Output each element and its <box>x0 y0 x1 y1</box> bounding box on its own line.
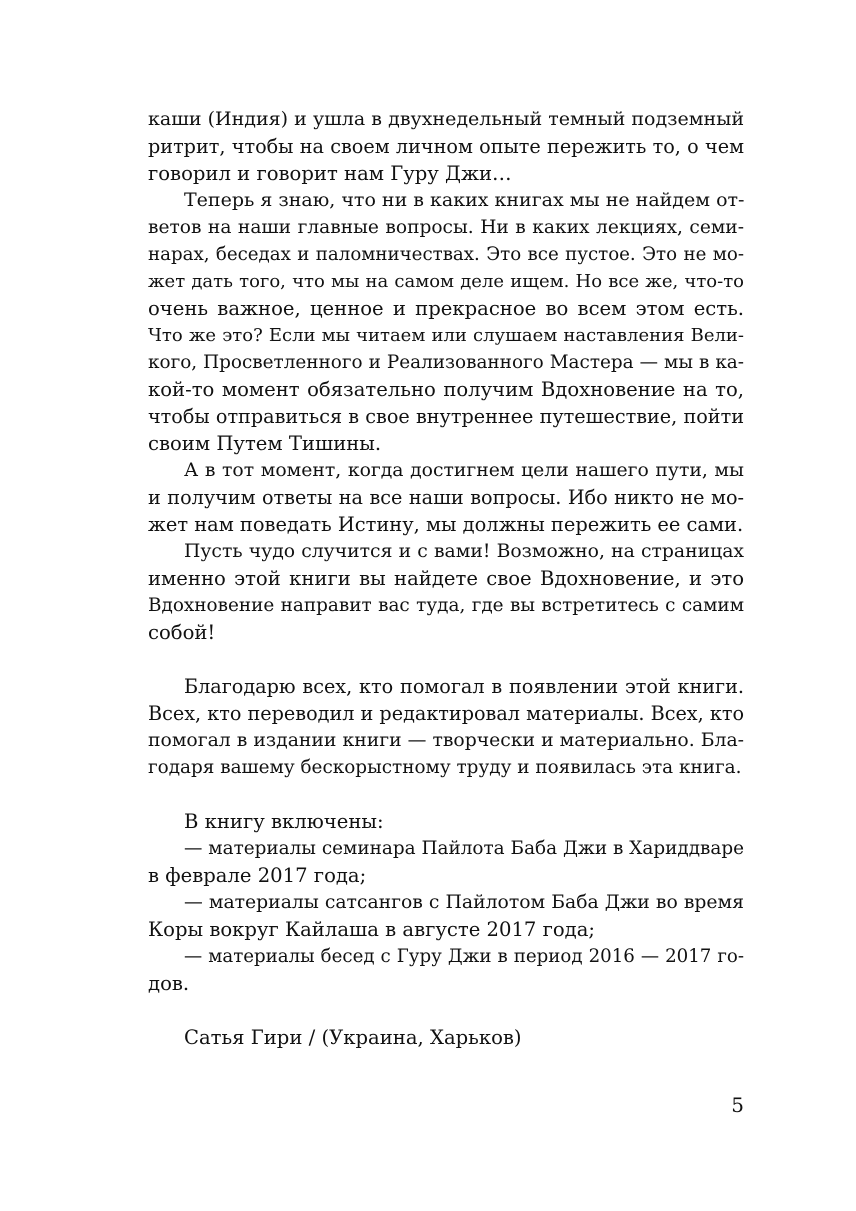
paragraph-gap <box>148 646 744 673</box>
page-number: 5 <box>731 1093 744 1117</box>
text-line: своим Путем Тишины. <box>148 432 382 455</box>
text-line: очень важное, ценное и прекрасное во всем этом есть. <box>148 297 744 320</box>
author-line: Сатья Гири / (Украина, Харьков) <box>184 1026 522 1049</box>
paragraph-retreat <box>148 106 744 187</box>
text-line: помогал в издании книги — творчески и материально. Бла- <box>148 730 744 751</box>
text-line: Теперь я знаю, что ни в каких книгах мы не найдем от- <box>184 189 745 211</box>
text-line: жет дать того, что мы на самом деле ищем. Но все же, что-то <box>148 271 744 292</box>
text-line: в феврале 2017 года; <box>148 864 367 887</box>
text-line: — материалы бесед с Гуру Джи в период 2016 — 2017 го- <box>184 946 744 967</box>
text-line: нарах, беседах и паломничествах. Это все пустое. Это не мо- <box>148 244 744 265</box>
text-line: Всех, кто переводил и редактировал материалы. Всех, кто <box>148 702 744 725</box>
text-line: А в тот момент, когда достигнем цели нашего пути, мы <box>184 460 744 481</box>
paragraph-miracle <box>148 538 744 646</box>
text-line: кого, Просветленного и Реализованного Мастера — мы в ка- <box>148 352 744 373</box>
author-signature <box>148 1024 744 1051</box>
paragraph-contents <box>148 808 744 997</box>
text-line: ритрит, чтобы на своем личном опыте пережить то, о чем <box>148 135 744 158</box>
page-text <box>148 106 744 1051</box>
paragraph-answers <box>148 187 744 457</box>
text-line: годаря вашему бескорыстному труду и появилась эта книга. <box>148 757 742 778</box>
text-line: жет нам поведать Истину, мы должны пережить ее сами. <box>148 513 744 536</box>
paragraph-truth <box>148 457 744 538</box>
text-line: — материалы семинара Пайлота Баба Джи в Хариддваре <box>184 838 744 859</box>
paragraph-gratitude <box>148 673 744 781</box>
text-line: Благодарю всех, кто помогал в появлении этой книги. <box>184 675 744 698</box>
paragraph-gap <box>148 781 744 808</box>
text-line: кой-то момент обязательно получим Вдохновение на то, <box>148 378 744 401</box>
text-line: каши (Индия) и ушла в двухнедельный темный подземный <box>148 108 744 130</box>
text-line: чтобы отправиться в свое внутреннее путешествие, пойти <box>148 405 744 428</box>
text-line: — материалы сатсангов с Пайлотом Баба Джи во время <box>184 892 744 913</box>
text-line: Вдохновение направит вас туда, где вы встретитесь с самим <box>148 595 744 616</box>
text-line: В книгу включены: <box>184 810 384 833</box>
text-line: ветов на наши главные вопросы. Ни в каких лекциях, семи- <box>148 217 744 238</box>
paragraph-gap <box>148 997 744 1024</box>
text-line: собой! <box>148 621 216 644</box>
text-line: говорил и говорит нам Гуру Джи… <box>148 162 512 185</box>
text-line: именно этой книги вы найдете свое Вдохновение, и это <box>148 567 744 590</box>
text-line: дов. <box>148 972 190 995</box>
text-line: Коры вокруг Кайлаша в августе 2017 года; <box>148 918 596 941</box>
text-line: Что же это? Если мы читаем или слушаем наставления Вели- <box>148 325 744 346</box>
text-line: Пусть чудо случится и с вами! Возможно, на страницах <box>184 541 744 562</box>
text-line: и получим ответы на все наши вопросы. Ибо никто не мо- <box>148 486 744 509</box>
